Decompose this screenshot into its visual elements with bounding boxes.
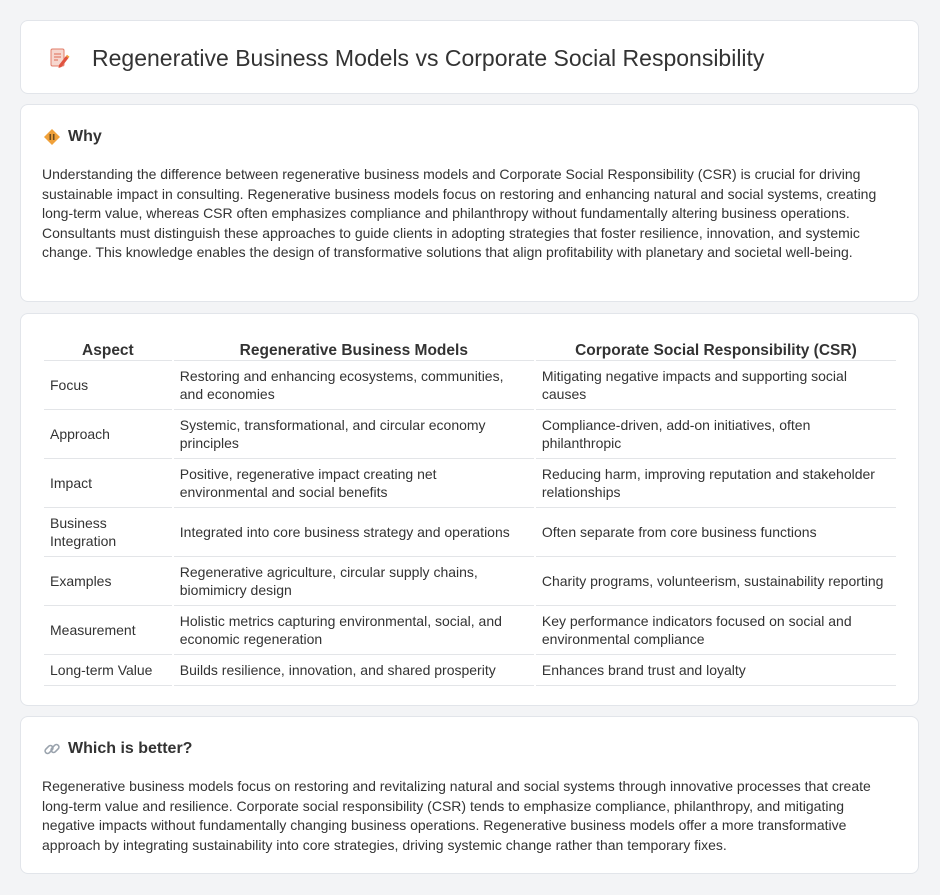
- row-aspect: Long-term Value: [44, 655, 172, 686]
- table-row: [44, 361, 896, 410]
- table-row: [44, 606, 896, 655]
- better-body: Regenerative business models focus on restoring and revitalizing natural and social systems through innovative processes that create long-term value and resilience. Corporate social responsibility (CSR) tends to emphasize compliance, philanthropy, and mitigating negative impacts without fundamentally changing business operations. Regenerative business models offer a more transformative approach by integrating sustainability into core strategies, driving systemic change rather than temporary fixes.: [42, 778, 871, 853]
- row-csr: Compliance-driven, add-on initiatives, often philanthropic: [536, 410, 896, 459]
- table-row: [44, 508, 896, 557]
- comparison-section: [20, 313, 919, 706]
- row-aspect: Examples: [44, 557, 172, 606]
- table-row: [44, 557, 896, 606]
- better-title: Which is better?: [68, 740, 193, 757]
- why-heading: [43, 127, 102, 147]
- why-title: Why: [68, 128, 102, 145]
- row-csr: Enhances brand trust and loyalty: [536, 655, 896, 686]
- row-aspect: Focus: [44, 361, 172, 410]
- document-pencil-icon: [48, 47, 70, 69]
- row-aspect: Impact: [44, 459, 172, 508]
- row-regenerative: Systemic, transformational, and circular economy principles: [174, 410, 534, 459]
- header-card: [20, 20, 919, 94]
- header-regenerative: Regenerative Business Models: [174, 335, 534, 361]
- table-row: [44, 459, 896, 508]
- row-regenerative: Positive, regenerative impact creating net environmental and social benefits: [174, 459, 534, 508]
- why-body: Understanding the difference between regenerative business models and Corporate Social Responsibility (CSR) is crucial for driving sustainable impact in consulting. Regenerative business models focus on restoring and enhancing natural and social systems, creating long-term value, whereas CSR often emphasizes compliance and philanthropy without fundamentally altering business operations. Consultants must distinguish these approaches to guide clients in adopting strategies that foster resilience, innovation, and systemic change. This knowledge enables the design of transformative solutions that align profitability with planetary and societal well-being.: [42, 166, 877, 261]
- header-csr: Corporate Social Responsibility (CSR): [536, 335, 896, 361]
- row-regenerative: Holistic metrics capturing environmental, social, and economic regeneration: [174, 606, 534, 655]
- row-regenerative: Restoring and enhancing ecosystems, communities, and economies: [174, 361, 534, 410]
- page-title: Regenerative Business Models vs Corporate Social Responsibility: [92, 45, 765, 71]
- row-aspect: Business Integration: [44, 508, 172, 557]
- row-regenerative: Integrated into core business strategy and operations: [174, 508, 534, 557]
- better-heading: [43, 739, 192, 759]
- row-csr: Often separate from core business functions: [536, 508, 896, 557]
- row-regenerative: Regenerative agriculture, circular supply chains, biomimicry design: [174, 557, 534, 606]
- table-row: [44, 410, 896, 459]
- header-aspect: Aspect: [44, 335, 172, 361]
- row-csr: Key performance indicators focused on social and environmental compliance: [536, 606, 896, 655]
- row-aspect: Measurement: [44, 606, 172, 655]
- diamond-icon: [43, 128, 61, 146]
- row-regenerative: Builds resilience, innovation, and shared prosperity: [174, 655, 534, 686]
- row-csr: Mitigating negative impacts and supporting social causes: [536, 361, 896, 410]
- row-csr: Reducing harm, improving reputation and stakeholder relationships: [536, 459, 896, 508]
- table-header-row: [44, 335, 896, 361]
- link-icon: [43, 740, 61, 758]
- which-better-section: [20, 716, 919, 874]
- comparison-table: [42, 335, 898, 686]
- why-section: [20, 104, 919, 302]
- row-aspect: Approach: [44, 410, 172, 459]
- table-row: [44, 655, 896, 686]
- row-csr: Charity programs, volunteerism, sustainability reporting: [536, 557, 896, 606]
